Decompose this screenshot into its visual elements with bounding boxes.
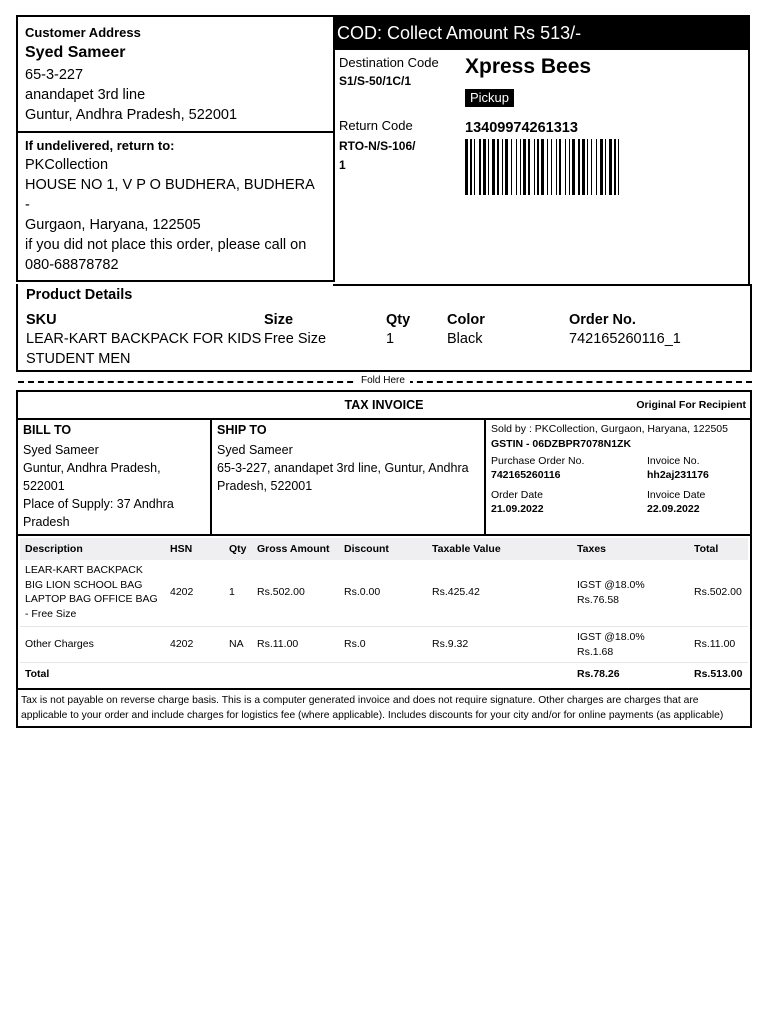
item-hsn: 4202: [170, 586, 194, 598]
footnote-line: applicable to your order and include charges for logistics fee (where applicable). Includes discounts for your city and/or for online payments (as applicable): [21, 710, 724, 721]
gstin: GSTIN - 06DZBPR7078N1ZK: [491, 438, 632, 450]
item-discount: Rs.0.00: [344, 586, 381, 598]
divider: [18, 534, 750, 536]
divider: [18, 688, 750, 690]
tax-rate: IGST @18.0%: [577, 579, 645, 591]
charges-discount: Rs.0: [344, 638, 366, 650]
customer-address-line: anandapet 3rd line: [25, 87, 146, 103]
grand-total: Rs.513.00: [694, 668, 743, 680]
taxes-header: Taxes: [577, 543, 606, 555]
destination-code: S1/S-50/1C/1: [339, 74, 412, 88]
barcode: [465, 139, 737, 195]
order-date: 21.09.2022: [491, 503, 544, 515]
bill-to-box: [18, 420, 212, 534]
place-of-supply: Pradesh: [23, 515, 70, 529]
return-address-line: Gurgaon, Haryana, 122505: [25, 217, 201, 233]
description-line: LAPTOP BAG OFFICE BAG: [25, 593, 158, 605]
sold-by: Sold by : PKCollection, Gurgaon, Haryana, 122505: [491, 423, 728, 435]
return-code-line: 1: [339, 158, 346, 172]
return-code: [339, 137, 429, 175]
item-qty: 1: [229, 586, 235, 598]
pickup-badge: Pickup: [465, 89, 514, 107]
fold-here-label: Fold Here: [356, 375, 410, 386]
seller-box: [486, 420, 750, 534]
item-total: Rs.502.00: [694, 586, 742, 598]
taxable-value-header: Taxable Value: [432, 543, 501, 555]
bill-to-line: 522001: [23, 479, 65, 493]
invoice-number: hh2aj231176: [647, 469, 709, 481]
description-header: Description: [25, 543, 83, 555]
purchase-order-number: 742165260116: [491, 469, 561, 481]
discount-header: Discount: [344, 543, 389, 555]
purchase-order-label: Purchase Order No.: [491, 455, 585, 467]
charges-qty: NA: [229, 638, 244, 650]
return-address-heading: If undelivered, return to:: [25, 138, 175, 153]
description-line: - Free Size: [25, 607, 77, 620]
product-details-box: [16, 284, 752, 372]
color-value: Black: [447, 331, 483, 347]
sku-line: LEAR-KART BACKPACK FOR KIDS: [26, 331, 262, 347]
ship-to-name: Syed Sameer: [217, 443, 293, 457]
invoice-footnote: [21, 693, 747, 723]
return-address-line: -: [25, 197, 30, 213]
place-of-supply: Place of Supply: 37 Andhra: [23, 497, 174, 511]
return-name: PKCollection: [25, 157, 109, 173]
order-no-value: 742165260116_1: [569, 331, 681, 347]
size-value: Free Size: [264, 331, 327, 347]
bill-to-title: BILL TO: [23, 423, 72, 437]
tax-amount: Rs.1.68: [577, 645, 614, 658]
invoice-header: [18, 392, 750, 420]
return-address-line: HOUSE NO 1, V P O BUDHERA, BUDHERA: [25, 177, 315, 193]
invoice-date: 22.09.2022: [647, 503, 700, 515]
return-call-note: if you did not place this order, please call on: [25, 237, 307, 253]
row-divider: [20, 626, 748, 627]
charges-description: Other Charges: [25, 638, 94, 650]
customer-address-line: Guntur, Andhra Pradesh, 522001: [25, 107, 238, 123]
ship-to-line: 65-3-227, anandapet 3rd line, Guntur, Andhra: [217, 461, 469, 475]
size-header: Size: [264, 312, 294, 328]
product-details-heading: Product Details: [26, 287, 133, 303]
qty-header: Qty: [229, 543, 247, 555]
courier-name: Xpress Bees: [465, 55, 592, 78]
item-taxes: [577, 578, 645, 607]
order-no-header: Order No.: [569, 312, 636, 328]
shipping-label: [16, 15, 752, 284]
grand-total-label: Total: [25, 668, 50, 680]
footnote-line: Tax is not payable on reverse charge basis. This is a computer generated invoice and does not require signature. Other charges are charges that are: [21, 695, 699, 706]
cod-amount-banner: COD: Collect Amount Rs 513/-: [333, 17, 750, 50]
hsn-header: HSN: [170, 543, 193, 555]
return-code-line: RTO-N/S-106/: [339, 139, 416, 153]
customer-address-heading: Customer Address: [25, 25, 141, 40]
total-header: Total: [694, 543, 719, 555]
item-gross: Rs.502.00: [257, 586, 305, 598]
sku-value: [26, 329, 261, 369]
tax-amount: Rs.76.58: [577, 593, 620, 606]
sku-line: STUDENT MEN: [26, 351, 131, 367]
ship-to-box: [212, 420, 486, 534]
customer-address-box: [16, 15, 335, 133]
charges-total: Rs.11.00: [694, 638, 736, 650]
bill-to-name: Syed Sameer: [23, 443, 99, 457]
tax-invoice: [16, 390, 752, 728]
sku-header: SKU: [26, 312, 57, 328]
invoice-number-label: Invoice No.: [647, 455, 700, 467]
color-header: Color: [447, 312, 485, 328]
charges-taxes: [577, 630, 645, 659]
courier-box: [333, 15, 750, 286]
charges-taxable: Rs.9.32: [432, 638, 469, 650]
qty-value: 1: [386, 331, 395, 347]
awb-number: 13409974261313: [465, 120, 578, 136]
charges-hsn: 4202: [170, 638, 194, 650]
charges-gross: Rs.11.00: [257, 638, 299, 650]
return-code-label: Return Code: [339, 118, 413, 133]
invoice-date-label: Invoice Date: [647, 489, 706, 501]
order-date-label: Order Date: [491, 489, 543, 501]
ship-to-title: SHIP TO: [217, 423, 267, 437]
destination-code-label: Destination Code: [339, 55, 439, 70]
invoice-copy-label: Original For Recipient: [636, 399, 746, 411]
return-phone: 080-68878782: [25, 257, 119, 273]
tax-rate: IGST @18.0%: [577, 631, 645, 643]
return-address-box: [16, 129, 335, 282]
total-taxes: Rs.78.26: [577, 668, 620, 680]
customer-address-line: 65-3-227: [25, 67, 84, 83]
customer-name: Syed Sameer: [25, 44, 126, 61]
invoice-title: TAX INVOICE: [344, 398, 424, 412]
description-line: LEAR-KART BACKPACK: [25, 564, 143, 576]
bill-to-details: [23, 441, 209, 531]
description-line: BIG LION SCHOOL BAG: [25, 578, 143, 591]
row-divider: [20, 662, 748, 663]
qty-header: Qty: [386, 312, 411, 328]
bill-to-line: Guntur, Andhra Pradesh,: [23, 461, 161, 475]
gross-amount-header: Gross Amount: [257, 543, 330, 555]
ship-to-details: [217, 441, 485, 495]
item-description: [25, 563, 158, 621]
item-taxable: Rs.425.42: [432, 586, 480, 598]
ship-to-line: Pradesh, 522001: [217, 479, 313, 493]
